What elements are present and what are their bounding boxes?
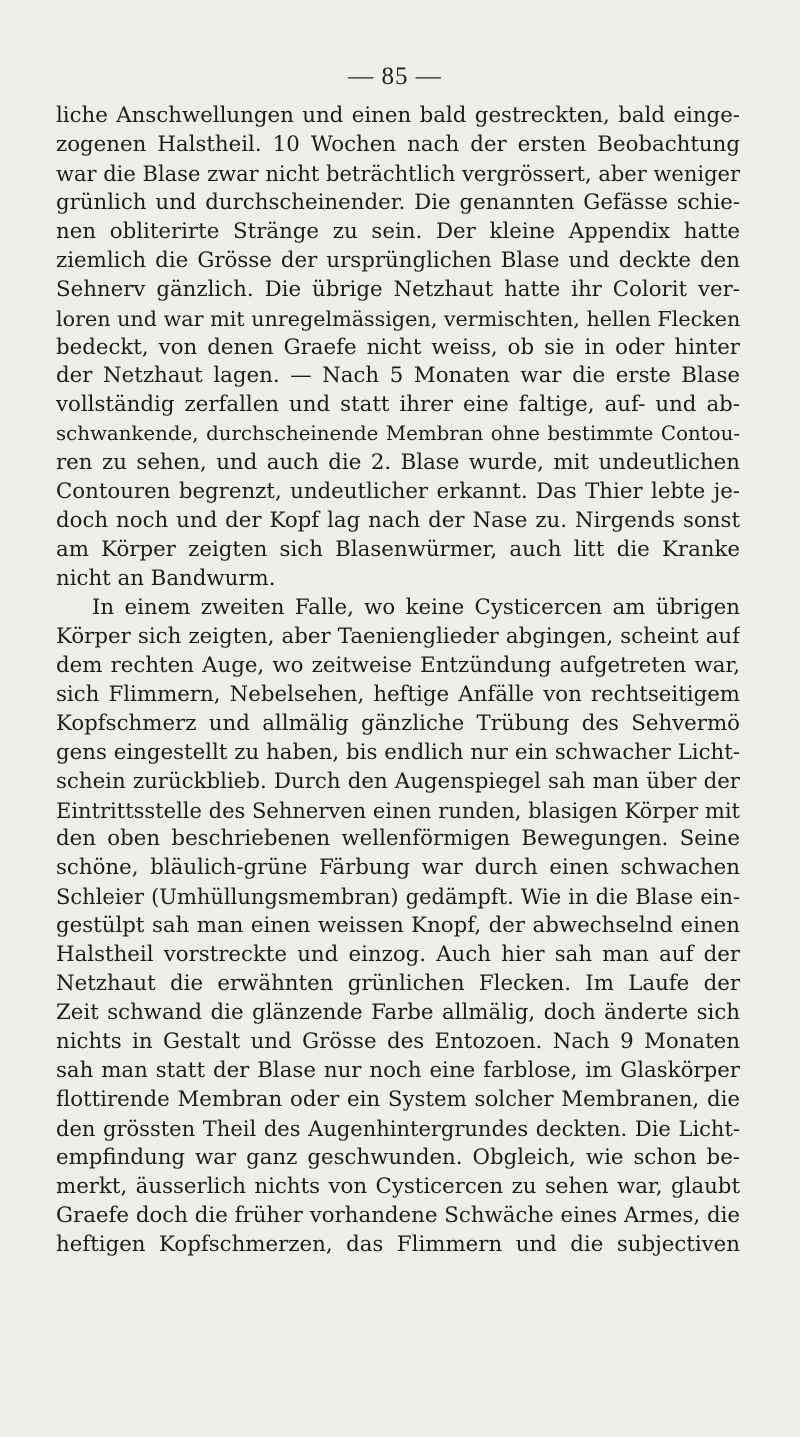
page-number: — 85 — (348, 63, 442, 90)
text-line: war die Blase zwar nicht beträchtlich vergrössert, aber weniger (56, 161, 740, 186)
text-line: loren und war mit unregelmässigen, vermischten, hellen Flecken (56, 306, 740, 331)
text-line: Graefe doch die früher vorhandene Schwäche eines Armes, die (56, 1202, 740, 1228)
text-line: Körper sich zeigten, aber Taenienglieder abgingen, scheint auf (56, 623, 740, 649)
text-line: grünlich und durchscheinender. Die genannten Gefässe schie- (56, 189, 740, 215)
text-line: Sehnerv gänzlich. Die übrige Netzhaut hatte ihr Colorit ver- (56, 276, 740, 302)
text-line: heftigen Kopfschmerzen, das Flimmern und die subjectiven (56, 1231, 740, 1257)
text-line: dem rechten Auge, wo zeitweise Entzündung aufgetreten war, (56, 652, 740, 678)
text-line: bedeckt, von denen Graefe nicht weiss, ob sie in oder hinter (56, 334, 740, 360)
text-line: liche Anschwellungen und einen bald gestreckten, bald einge- (56, 103, 740, 128)
text-line: merkt, äusserlich nichts von Cysticercen zu sehen war, glaubt (56, 1173, 740, 1199)
text-line: sich Flimmern, Nebelsehen, heftige Anfälle von rechtseitigem (56, 681, 740, 707)
text-line: ziemlich die Grösse der ursprünglichen Blase und deckte den (56, 247, 740, 273)
text-line: In einem zweiten Falle, wo keine Cysticercen am übrigen (92, 594, 740, 620)
text-line: Eintrittsstelle des Sehnerven einen runden, blasigen Körper mit (56, 798, 740, 823)
text-line: nicht an Bandwurm. (56, 566, 276, 591)
text-line: der Netzhaut lagen. — Nach 5 Monaten war die erste Blase (56, 363, 740, 389)
text-line: den oben beschriebenen wellenförmigen Bewegungen. Seine (56, 826, 740, 852)
text-line: flottirende Membran oder ein System solcher Membranen, die (56, 1086, 740, 1112)
text-line: sah man statt der Blase nur noch eine farblose, im Glaskörper (56, 1057, 740, 1083)
text-line: gestülpt sah man einen weissen Knopf, der abwechselnd einen (56, 913, 740, 939)
text-line: Contouren begrenzt, undeutlicher erkannt. Das Thier lebte je- (56, 479, 740, 505)
text-line: ren zu sehen, und auch die 2. Blase wurde, mit undeutlichen (56, 450, 740, 476)
text-line: Halstheil vorstreckte und einzog. Auch hier sah man auf der (56, 942, 740, 968)
text-line: empfindung war ganz geschwunden. Obgleich, wie schon be- (56, 1144, 740, 1170)
text-line: Netzhaut die erwähnten grünlichen Flecken. Im Laufe der (56, 971, 740, 997)
text-line: Schleier (Umhüllungsmembran) gedämpft. Wie in die Blase ein- (56, 885, 740, 910)
body-text (56, 102, 740, 1260)
text-line: zogenen Halstheil. 10 Wochen nach der ersten Beobachtung (56, 131, 740, 157)
text-line: nen obliterirte Stränge zu sein. Der kleine Appendix hatte (56, 218, 740, 244)
text-line: schöne, bläulich-grüne Färbung war durch einen schwachen (56, 855, 740, 881)
text-line: am Körper zeigten sich Blasenwürmer, auch litt die Kranke (56, 537, 740, 563)
text-line: doch noch und der Kopf lag nach der Nase zu. Nirgends sonst (56, 508, 740, 534)
text-line: schwankende, durchscheinende Membran ohne bestimmte Contou- (56, 422, 740, 446)
text-line: gens eingestellt zu haben, bis endlich nur ein schwacher Licht- (56, 739, 740, 765)
text-line: Kopfschmerz und allmälig gänzliche Trübung des Sehvermö (56, 710, 740, 736)
text-line: schein zurückblieb. Durch den Augenspiegel sah man über der (56, 768, 740, 794)
text-line: vollständig zerfallen und statt ihrer eine faltige, auf- und ab- (56, 392, 740, 418)
text-line: den grössten Theil des Augenhintergrundes deckten. Die Licht- (56, 1116, 740, 1141)
text-line: nichts in Gestalt und Grösse des Entozoen. Nach 9 Monaten (56, 1029, 740, 1054)
text-line: Zeit schwand die glänzende Farbe allmälig, doch änderte sich (56, 1000, 740, 1026)
